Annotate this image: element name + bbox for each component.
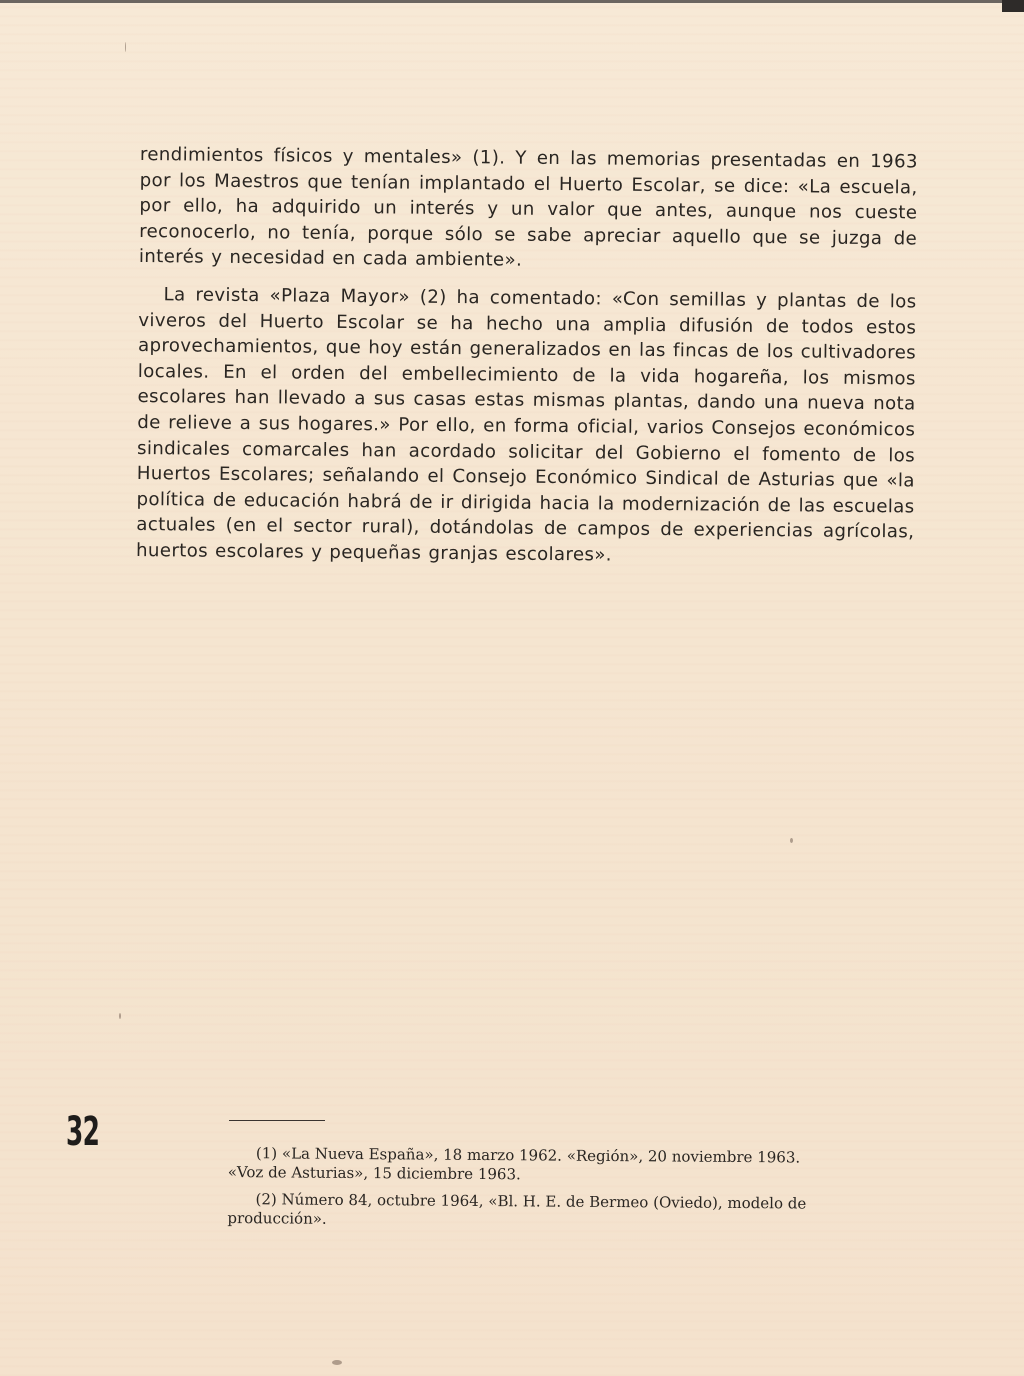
page-number: 32 (66, 1109, 100, 1155)
paper-speck (119, 1013, 121, 1019)
paper-speck (125, 42, 126, 52)
paper-speck (332, 1360, 342, 1365)
footnotes (227, 1144, 908, 1233)
footnote-separator (229, 1120, 325, 1121)
footnote-1 (228, 1144, 908, 1187)
page-corner-mark (1002, 0, 1024, 12)
body-text (136, 142, 918, 571)
footnote-1-line-2: «Voz de Asturias», 15 diciembre 1963. (227, 1162, 521, 1184)
page-top-edge (0, 0, 1024, 3)
paragraph-1: rendimientos físicos y mentales» (1). Y en las memorias presentadas en 1963 por los Maestros que tenían implantado el Huerto Escolar, se dice: «La escuela, por ello, ha adquirido un interés y un valor que antes, aunque nos cueste reconocerlo, no tenía, porque sólo se sabe apreciar aquello que se juzga de interés y necesidad en cada ambiente». (138, 143, 918, 272)
footnote-2 (227, 1190, 907, 1233)
paragraph-2: La revista «Plaza Mayor» (2) ha comentado: «Con semillas y plantas de los viveros del Huerto Escolar se ha hecho una amplia difusión de todos estos aprovechamientos, que hoy están generalizados en las fincas de los cultivadores locales. En el orden del embellecimiento de la vida hogareña, los mismos escolares han llevado a sus casas estas mismas plantas, dando una nueva nota de relieve a sus hogares.» Por ello, en forma oficial, varios Consejos económicos sindicales comarcales han acordado solicitar del Gobierno el fomento de los Huertos Escolares; señalando el Consejo Económico Sindical de Asturias que «la política de educación habrá de ir dirigida hacia la modernización de las escuelas actuales (en el sector rural), dotándolas de campos de experiencias agrícolas, huertos escolares y pequeñas granjas escolares». (135, 284, 917, 566)
paper-speck (790, 838, 793, 843)
footnote-1-line-1: (1) «La Nueva España», 18 marzo 1962. «Región», 20 noviembre 1963. (255, 1144, 801, 1167)
footnote-2-line-2: producción». (227, 1208, 327, 1228)
footnote-2-line-1: (2) Número 84, octubre 1964, «Bl. H. E. de Bermeo (Oviedo), modelo de (255, 1190, 807, 1213)
